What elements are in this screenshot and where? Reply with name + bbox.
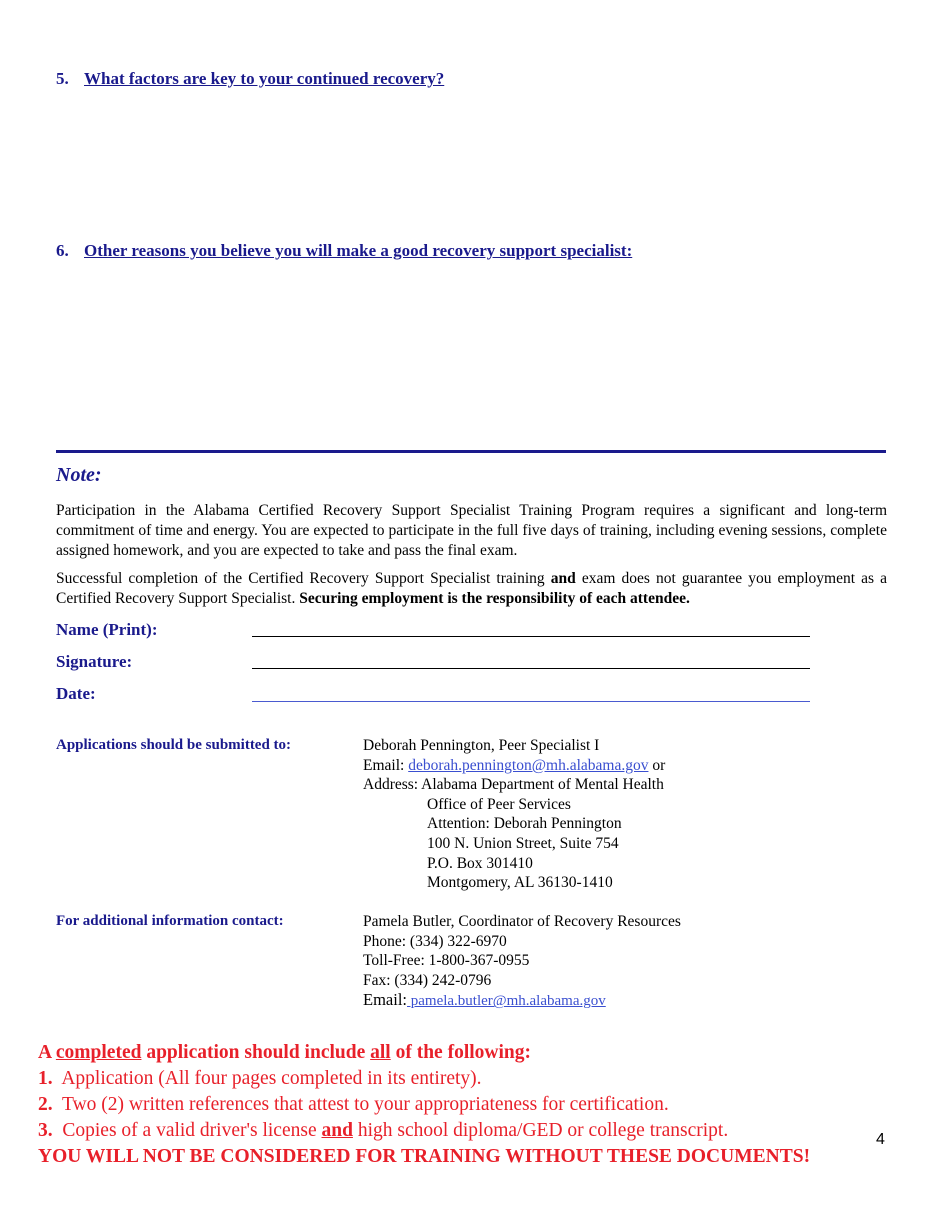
date-label: Date:: [56, 684, 96, 703]
address-line: P.O. Box 301410: [427, 854, 533, 872]
submit-name: Deborah Pennington, Peer Specialist I: [363, 737, 600, 754]
note-p2-emphasis: Securing employment is the responsibility of each attendee.: [299, 590, 690, 607]
question-6: [56, 241, 632, 261]
heading-text: A: [38, 1042, 56, 1063]
contact-label: For additional information contact:: [56, 913, 284, 929]
item-text: Application (All four pages completed in its entirety).: [61, 1068, 482, 1089]
item-text: Two (2) written references that attest to your appropriateness for certification.: [62, 1094, 669, 1115]
email-suffix: or: [648, 756, 666, 774]
note-p2-text: Successful completion of the Certified Recovery Support Specialist training: [56, 570, 551, 587]
page-number: 4: [876, 1131, 885, 1148]
heading-underlined: completed: [55, 1042, 142, 1063]
requirement-item-1: [38, 1066, 810, 1092]
heading-text: of the following:: [390, 1042, 531, 1063]
contact-phone: Phone: (334) 322-6970: [363, 932, 507, 950]
name-label: Name (Print):: [56, 620, 158, 639]
question-text: Other reasons you believe you will make a good recovery support specialist:: [84, 241, 633, 260]
item-number: 2.: [38, 1094, 53, 1115]
email-prefix: Email:: [363, 990, 407, 1010]
contact-email-line: [363, 990, 681, 1012]
address-line: Attention: Deborah Pennington: [427, 815, 622, 833]
submit-label: Applications should be submitted to:: [56, 737, 292, 753]
item-text: Copies of a valid driver's license: [62, 1120, 322, 1141]
note-p2-text: exam does not guarantee you employment as a Certified Recovery Support Specialist.: [56, 570, 888, 607]
note-p2-bold: and: [550, 570, 576, 587]
name-field[interactable]: [252, 635, 810, 637]
signature-label: Signature:: [56, 652, 133, 671]
item-number: 1.: [38, 1068, 53, 1089]
question-text: What factors are key to your continued recovery?: [84, 69, 445, 88]
date-field[interactable]: [252, 700, 810, 702]
note-title: Note:: [56, 464, 102, 486]
section-divider: [56, 450, 886, 453]
address-line: 100 N. Union Street, Suite 754: [427, 834, 619, 852]
address-line: Montgomery, AL 36130-1410: [427, 874, 613, 892]
note-paragraph-1: Participation in the Alabama Certified Recovery Support Specialist Training Program requires a significant and long-term commitment of time and energy. You are expected to participate in the full five days of training, including evening sessions, complete assigned homework, and you are expected to take and pass the final exam.: [56, 502, 887, 559]
question-number: 5.: [56, 69, 69, 88]
submit-email-line: [363, 756, 665, 776]
signature-field[interactable]: [252, 667, 810, 669]
contact-email-link[interactable]: pamela.butler@mh.alabama.gov: [407, 993, 606, 1010]
address-prefix: Address:: [363, 776, 422, 794]
note-paragraph-2: [56, 569, 887, 609]
item-text: high school diploma/GED or college transcript.: [352, 1120, 729, 1141]
submit-email-link[interactable]: deborah.pennington@mh.alabama.gov: [408, 756, 649, 774]
question-number: 6.: [56, 241, 69, 260]
requirement-item-2: [38, 1092, 810, 1118]
email-prefix: Email:: [363, 756, 409, 774]
requirements-block: [38, 1040, 810, 1170]
requirements-warning: YOU WILL NOT BE CONSIDERED FOR TRAINING WITHOUT THESE DOCUMENTS!: [38, 1146, 811, 1167]
contact-fax: Fax: (334) 242-0796: [363, 971, 492, 989]
item-emphasis: and: [321, 1120, 353, 1141]
heading-underlined: all: [370, 1042, 391, 1063]
item-number: 3.: [38, 1120, 53, 1141]
requirement-item-3: [38, 1118, 810, 1144]
contact-tollfree: Toll-Free: 1-800-367-0955: [363, 952, 530, 970]
contact-name: Pamela Butler, Coordinator of Recovery Resources: [363, 913, 681, 930]
submit-details: [363, 736, 665, 893]
requirements-heading: [38, 1040, 810, 1066]
contact-details: [363, 912, 681, 1012]
address-line: Office of Peer Services: [427, 795, 571, 813]
address-line: [363, 775, 665, 795]
heading-text: application should include: [141, 1042, 371, 1063]
address-text: Alabama Department of Mental Health: [421, 776, 664, 794]
question-5: [56, 69, 444, 89]
